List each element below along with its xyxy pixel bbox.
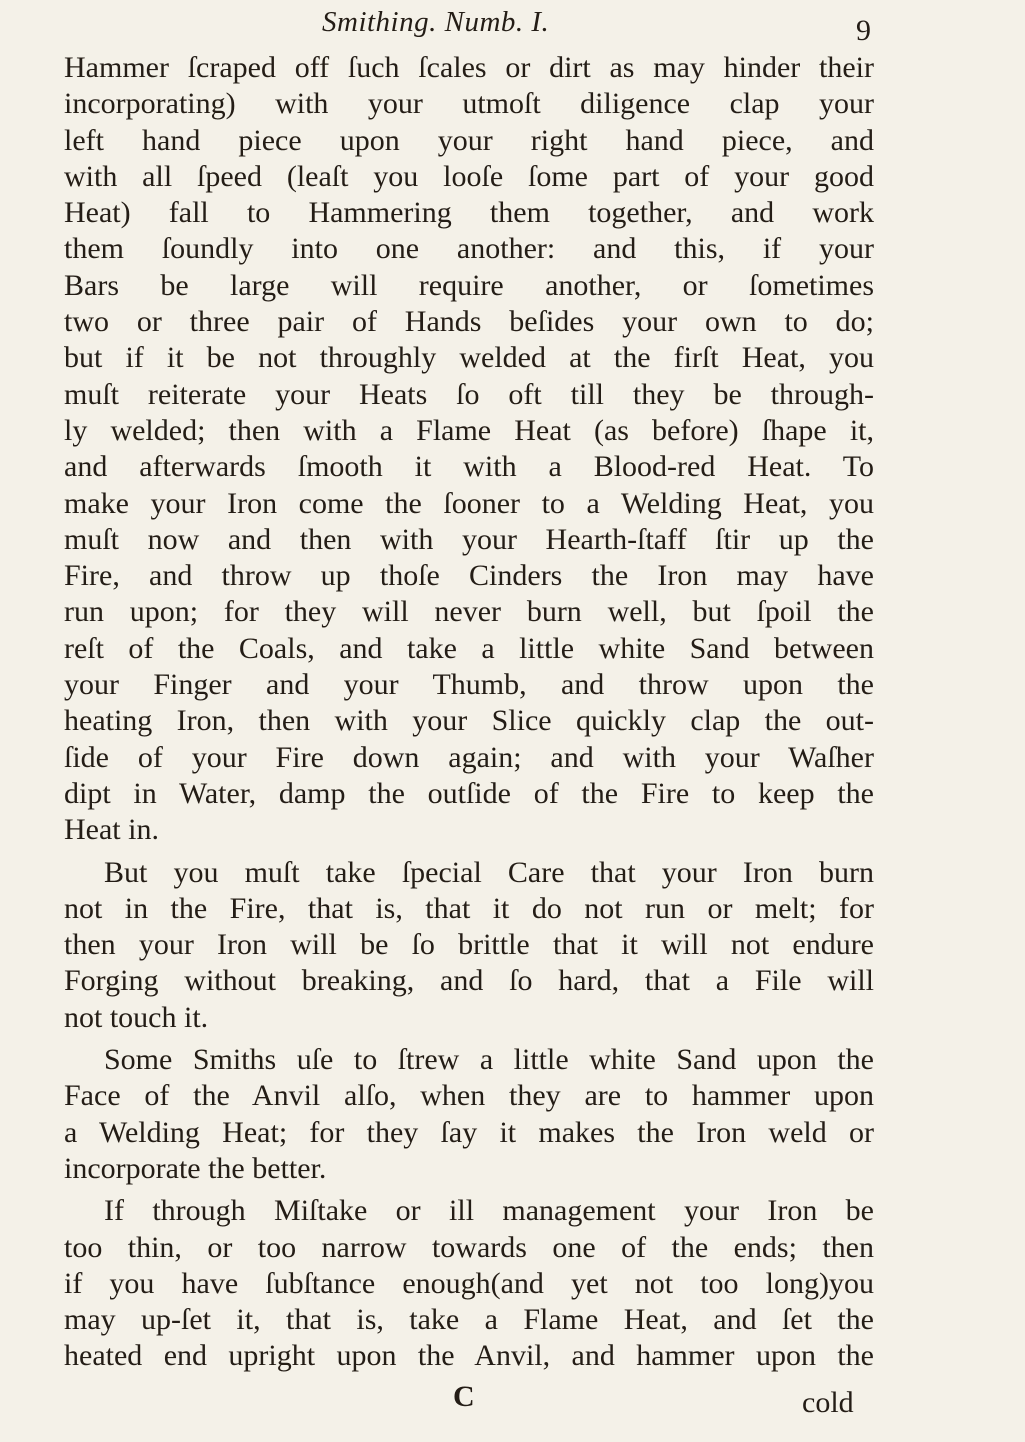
text-line: if you have ſubſtance enough(and yet not too long)you (64, 1266, 874, 1300)
text-line: a Welding Heat; for they ſay it makes the Iron weld or (64, 1115, 874, 1149)
text-line: incorporate the better. (64, 1151, 327, 1185)
text-line: Some Smiths uſe to ſtrew a little white Sand upon the (104, 1043, 874, 1077)
text-line: make your Iron come the ſooner to a Welding Heat, you (64, 486, 874, 520)
text-line: Hammer ſcraped off ſuch ſcales or dirt as may hinder their (64, 51, 874, 84)
text-line: too thin, or too narrow towards one of the ends; then (64, 1230, 874, 1264)
text-line: then your Iron will be ſo brittle that it will not endure (64, 928, 874, 962)
text-line: and afterwards ſmooth it with a Blood-red Heat. To (64, 450, 874, 484)
text-line: Heat) fall to Hammering them together, and work (64, 196, 874, 230)
text-line: them ſoundly into one another: and this, if your (64, 232, 874, 266)
text-line: two or three pair of Hands beſides your own to do; (64, 305, 874, 339)
text-line: muſt now and then with your Hearth-ſtaff ſtir up the (64, 522, 874, 556)
signature-mark: C (453, 1380, 475, 1413)
text-line: run upon; for they will never burn well, but ſpoil the (64, 595, 874, 629)
page-number: 9 (856, 14, 871, 47)
text-line: with all ſpeed (leaſt you looſe ſome part of your good (64, 159, 874, 193)
text-line: heated end upright upon the Anvil, and hammer upon the (64, 1339, 874, 1373)
text-line: If through Miſtake or ill management your Iron be (104, 1194, 874, 1228)
text-line: reſt of the Coals, and take a little white Sand between (64, 631, 874, 665)
text-block (64, 50, 874, 1375)
running-title: Smithing. Numb. I. (322, 6, 550, 38)
text-line: your Finger and your Thumb, and throw upon the (64, 668, 874, 702)
text-line: Bars be large will require another, or ſometimes (64, 268, 874, 302)
running-head (0, 6, 1025, 46)
text-line: dipt in Water, damp the outſide of the Fire to keep the (64, 776, 874, 810)
text-line: but if it be not throughly welded at the firſt Heat, you (64, 341, 874, 375)
text-line: not touch it. (64, 1000, 209, 1034)
text-line: incorporating) with your utmoſt diligence clap your (64, 87, 874, 121)
text-line: may up-ſet it, that is, take a Flame Heat, and ſet the (64, 1303, 874, 1337)
text-line: muſt reiterate your Heats ſo oft till they be through- (64, 377, 874, 411)
catchword: cold (802, 1386, 854, 1419)
text-line: heating Iron, then with your Slice quickly clap the out- (64, 704, 874, 738)
text-line: But you muſt take ſpecial Care that your Iron burn (104, 855, 874, 889)
text-line: Heat in. (64, 813, 159, 847)
text-line: not in the Fire, that is, that it do not run or melt; for (64, 891, 874, 925)
text-line: left hand piece upon your right hand piece, and (64, 123, 874, 157)
text-line: Fire, and throw up thoſe Cinders the Iron may have (64, 559, 874, 593)
text-line: Face of the Anvil alſo, when they are to hammer upon (64, 1079, 874, 1113)
text-line: ly welded; then with a Flame Heat (as before) ſhape it, (64, 413, 874, 447)
text-line: ſide of your Fire down again; and with your Waſher (64, 740, 874, 774)
text-line: Forging without breaking, and ſo hard, that a File will (64, 964, 874, 998)
